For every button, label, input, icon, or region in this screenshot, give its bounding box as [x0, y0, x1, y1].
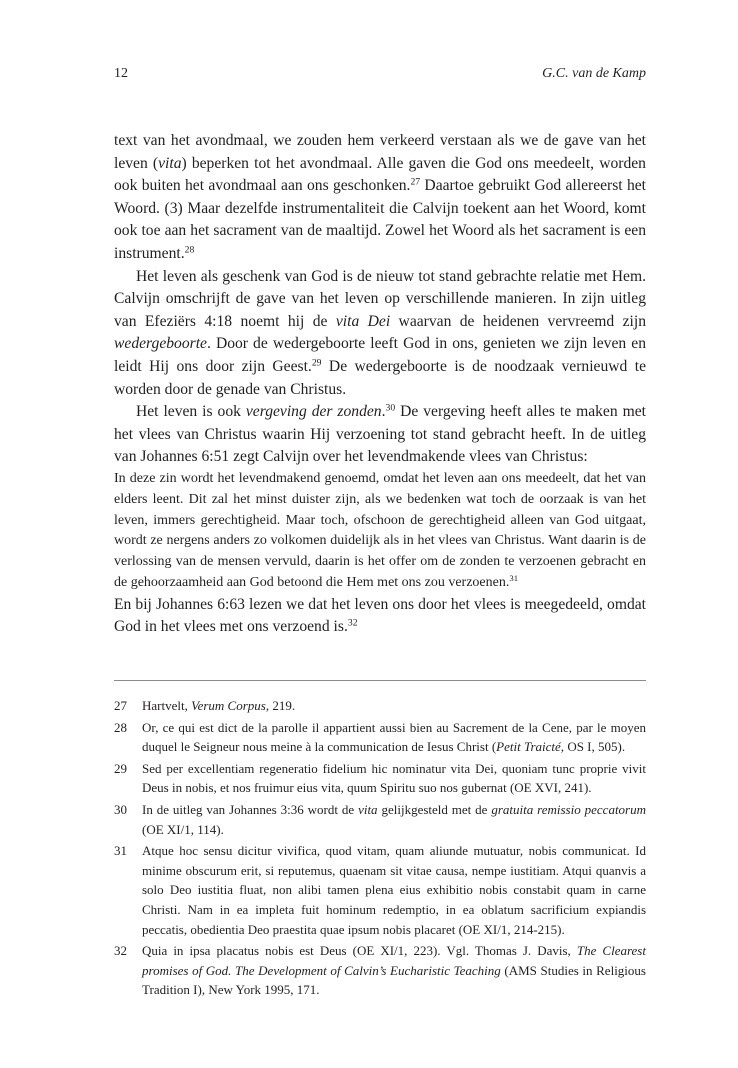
footnote-29 — [114, 759, 646, 798]
paragraph-4 — [114, 594, 646, 639]
text-run: . — [381, 403, 386, 421]
footnote-31 — [114, 841, 646, 939]
page-number: 12 — [114, 66, 128, 81]
text-run: Sed per excellentiam regeneratio fidelium hic nominatur vita Dei, quoniam tunc proprie vivit Deus in nobis, et nos fruimur eius vita, quum Spiritu suo nos gubernat (OE XVI, 241). — [142, 760, 646, 796]
italic-text: gratuita remissio peccatorum — [491, 801, 647, 817]
italic-text: Petit Traicté, — [496, 739, 565, 755]
footnote-number: 29 — [114, 760, 127, 776]
text-run: In de uitleg van Johannes 3:36 wordt de — [142, 801, 359, 817]
italic-text: The Clearest promises of God. The Development of Calvin’s Eucharistic Teaching — [142, 943, 646, 978]
italic-text: wedergeboorte — [114, 335, 207, 353]
footnote-ref: 32 — [347, 617, 358, 629]
footnote-text — [142, 720, 646, 755]
text-run: Quia in ipsa placatus nobis est Deus (OE XI/1, 223). Vgl. Thomas J. Davis, — [142, 943, 577, 959]
footnote-number: 28 — [114, 719, 127, 735]
text-run: . Door de wedergeboorte leeft God in ons, genieten we zijn leven en leidt Hij ons door zijn Geest. — [114, 335, 646, 375]
footnote-28 — [114, 718, 646, 757]
text-run: text van het avondmaal, we zouden hem verkeerd verstaan als we de gave van het leven ( — [114, 132, 646, 172]
footnote-ref: 27 — [410, 176, 421, 188]
footnote-text — [142, 802, 646, 837]
text-run: Het leven is ook — [136, 403, 246, 421]
text-run: Hartvelt, — [142, 698, 192, 713]
italic-text: Verum Corpus — [191, 698, 266, 713]
footnote-number: 31 — [114, 843, 127, 859]
paragraph-3 — [114, 401, 646, 469]
text-run: ) beperken tot het avondmaal. Alle gaven die God ons meedeelt, worden ook buiten het avondmaal aan ons geschonken. — [114, 154, 646, 195]
text-run: (OE XI/1, 114). — [142, 821, 224, 837]
footnote-ref: 30 — [385, 402, 396, 414]
running-head: G.C. van de Kamp — [542, 66, 646, 81]
text-run: waarvan de heidenen vervreemd zijn — [390, 312, 647, 330]
footnote-text — [142, 843, 646, 936]
footnote-ref: 28 — [184, 244, 195, 256]
footnote-number: 32 — [114, 943, 127, 959]
footnote-number: 27 — [114, 698, 127, 713]
text-run: , 219. — [265, 698, 296, 713]
body-text — [114, 130, 646, 639]
page-header — [114, 64, 646, 84]
text-run: In deze zin wordt het levendmakend genoemd, omdat het leven aan ons meedeelt, dat het van elders leent. Dit zal het minst duister zijn, als we bedenken wat toch de oorzaak is van het leven, immers gerechtigheid. Maar toch, ofschoon de gerechtigheid alleen van God uitgaat, wordt ze nergens anders zo volkomen duidelijk als in het vlees van Christus. Want daarin is de verlossing van de mensen vervuld, daarin is het offer om de zonden te verzoenen gebracht en de gehoorzaamheid aan God betoond die Hem met ons zou verzoenen. — [114, 470, 646, 590]
text-run: (AMS Studies in Religious Tradition I), New York 1995, 171. — [142, 962, 646, 998]
text-run: Or, ce qui est dict de la parolle il appartient aussi bien au Sacrement de la Cene, par le moyen duquel le Seigneur nous meine à la communication de Iesus Christ ( — [142, 719, 646, 755]
text-run: Het leven als geschenk van God is de nieuw tot stand gebrachte relatie met Hem. Calvijn omschrijft de gave van het leven op verschillende manieren. In zijn uitleg van Efeziërs 4:18 noemt hij de — [114, 267, 646, 330]
footnotes — [114, 696, 646, 1002]
footnote-divider — [114, 680, 646, 681]
footnote-text — [142, 943, 646, 997]
italic-text: vita — [358, 801, 378, 817]
paragraph-1 — [114, 130, 646, 266]
italic-text: vergeving der zonden — [245, 403, 382, 421]
footnote-ref: 29 — [311, 357, 322, 369]
italic-text: vita Dei — [335, 312, 391, 330]
text-run: De vergeving heeft alles te maken met het vlees van Christus waarin Hij verzoening tot stand gebracht heeft. In de uitleg van Johannes 6:51 zegt Calvijn over het levendmakende vlees van Christus: — [114, 403, 646, 466]
footnote-text — [142, 761, 646, 796]
text-run: De wedergeboorte is de noodzaak vernieuwd te worden door de genade van Christus. — [114, 357, 647, 398]
text-run: Daartoe gebruikt God allereerst het Woord. (3) Maar dezelfde instrumentaliteit die Calvijn toekent aan het Woord, komt ook toe aan het sacrament van de maaltijd. Zowel het Woord als het sacrament is een instrument. — [114, 177, 646, 262]
footnote-text — [142, 698, 295, 713]
block-quote — [114, 469, 646, 594]
footnote-number: 30 — [114, 801, 127, 817]
footnote-ref: 31 — [509, 573, 519, 584]
text-run: gelijkgesteld met de — [377, 801, 492, 817]
text-run: Atque hoc sensu dicitur vivifica, quod vitam, quam aliunde mutuatur, nobis communicat. Id minime obscurum erit, si reputemus, quaenam sit vitae causa, nempe iustitiam. Atqui quanvis a solo Deo iustitia fluat, non alibi tamen plena eius exhibitio nobis constabit quam in carne Christi. Nam in ea impleta fuit hominum redemptio, in ea oblatum sacrificium expiandis peccatis, obedientia Deo praestita quae ipsum nobis placaret (OE XI/1, 214-215). — [142, 843, 646, 937]
text-run: OS I, 505). — [564, 739, 626, 755]
footnote-27 — [114, 696, 646, 716]
footnote-30 — [114, 800, 646, 839]
paragraph-2 — [114, 266, 646, 402]
footnote-32 — [114, 941, 646, 1000]
text-run: En bij Johannes 6:63 lezen we dat het leven ons door het vlees is meegedeeld, omdat God in het vlees met ons verzoend is. — [114, 595, 646, 636]
italic-text: vita — [158, 154, 182, 172]
